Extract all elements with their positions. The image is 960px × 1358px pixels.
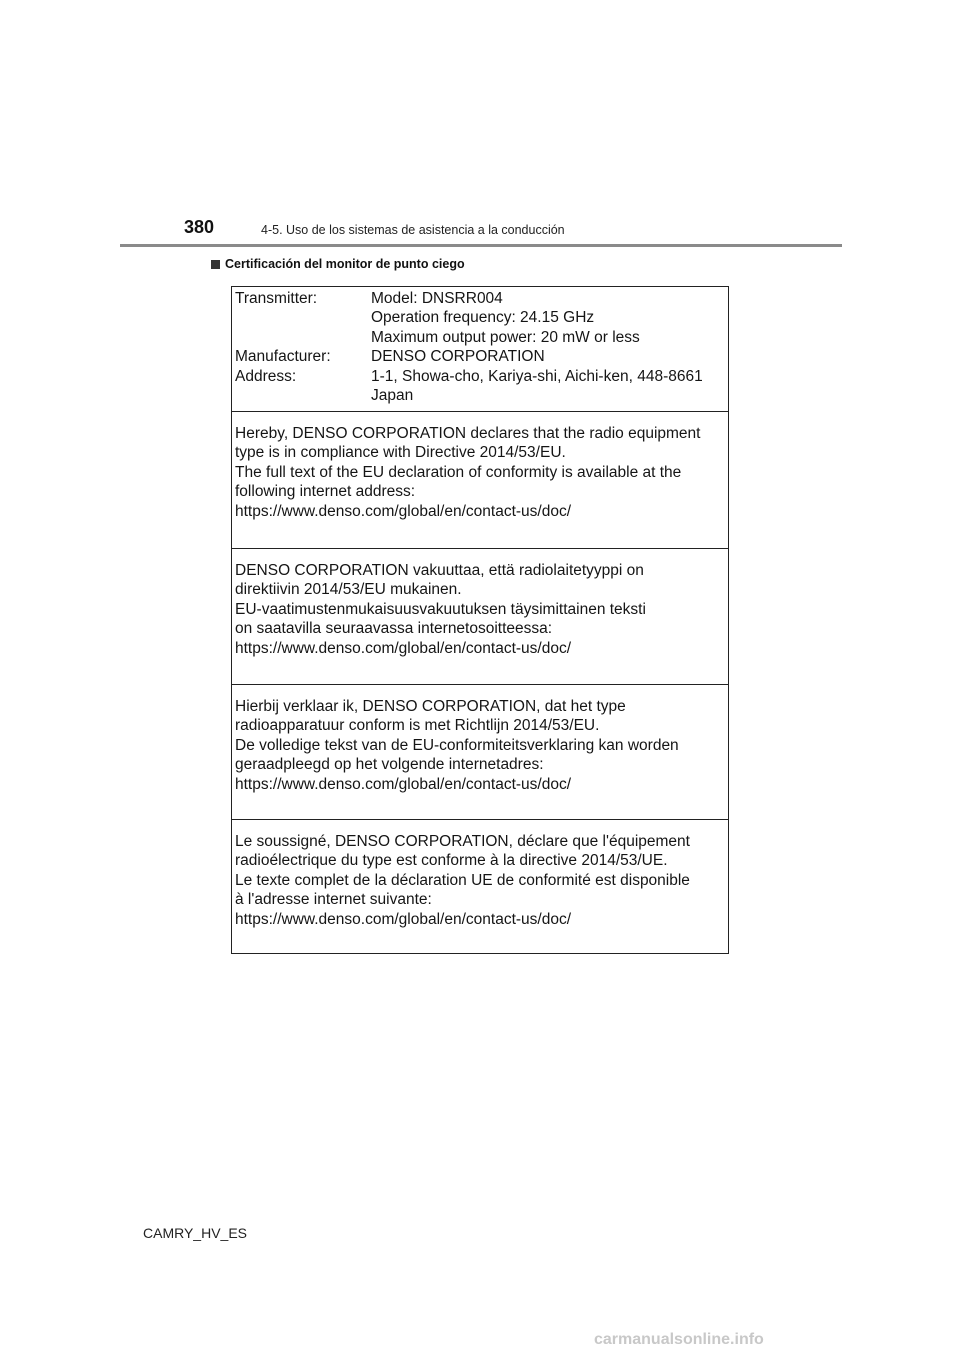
transmitter-row (235, 308, 725, 327)
chapter-title: 4-5. Uso de los sistemas de asistencia a la conducción (261, 223, 565, 237)
address-line: 1-1, Showa-cho, Kariya-shi, Aichi-ken, 448-8661 (371, 367, 703, 385)
page-number: 380 (184, 217, 215, 237)
manual-code: CAMRY_HV_ES (143, 1225, 248, 1241)
manufacturer-label: Manufacturer: (235, 348, 331, 366)
declaration-url: https://www.denso.com/global/en/contact-us/doc/ (235, 502, 572, 520)
declaration-french (232, 820, 728, 953)
declaration-url: https://www.denso.com/global/en/contact-us/doc/ (235, 910, 572, 928)
declaration-line: radioélectrique du type est conforme à la directive 2014/53/UE. (235, 852, 668, 870)
section-heading-text: Certificación del monitor de punto ciego (225, 257, 465, 271)
declaration-text (232, 685, 728, 794)
declaration-line: type is in compliance with Directive 2014/53/EU. (235, 444, 566, 462)
declaration-line: De volledige tekst van de EU-conformiteitsverklaring kan worden (235, 736, 679, 754)
address-line: Japan (371, 387, 414, 405)
certificate-box (231, 286, 729, 954)
declaration-line: radioapparatuur conform is met Richtlijn 2014/53/EU. (235, 717, 600, 735)
declaration-line: à l'adresse internet suivante: (235, 891, 432, 909)
declaration-line: DENSO CORPORATION vakuuttaa, että radiolaitetyyppi on (235, 562, 644, 579)
address-row (235, 386, 725, 405)
header-rule (120, 244, 842, 247)
transmitter-label: Transmitter: (235, 290, 318, 307)
declaration-line: The full text of the EU declaration of conformity is available at the (235, 463, 682, 481)
declaration-english (232, 412, 728, 549)
declaration-line: on saatavilla seuraavassa internetosoitteessa: (235, 620, 553, 638)
manufacturer-value: DENSO CORPORATION (371, 348, 545, 366)
transmitter-frequency: Operation frequency: 24.15 GHz (371, 309, 595, 327)
declaration-line: EU-vaatimustenmukaisuusvakuutuksen täysimittainen teksti (235, 600, 646, 618)
declaration-line: Le texte complet de la déclaration UE de conformité est disponible (235, 871, 690, 889)
declaration-text (232, 412, 728, 521)
declaration-line: geraadpleegd op het volgende internetadres: (235, 756, 544, 774)
declaration-line: Hereby, DENSO CORPORATION declares that the radio equipment (235, 425, 701, 442)
transmitter-row (235, 328, 725, 347)
transmitter-model: Model: DNSRR004 (371, 290, 503, 307)
declaration-text (232, 820, 728, 929)
watermark: carmanualsonline.info (594, 1331, 764, 1348)
declaration-finnish (232, 549, 728, 685)
declaration-line: direktiivin 2014/53/EU mukainen. (235, 581, 462, 599)
transmitter-row (235, 289, 725, 308)
transmitter-power: Maximum output power: 20 mW or less (371, 328, 640, 346)
manufacturer-row (235, 347, 725, 366)
section-heading (211, 256, 465, 272)
declaration-line: Hierbij verklaar ik, DENSO CORPORATION, dat het type (235, 698, 626, 715)
declaration-line: Le soussigné, DENSO CORPORATION, déclare que l'équipement (235, 833, 690, 850)
address-row (235, 367, 725, 386)
declaration-url: https://www.denso.com/global/en/contact-us/doc/ (235, 639, 572, 657)
declaration-dutch (232, 685, 728, 820)
device-info-section (232, 287, 728, 412)
declaration-text (232, 549, 728, 658)
declaration-line: following internet address: (235, 483, 416, 501)
declaration-url: https://www.denso.com/global/en/contact-us/doc/ (235, 775, 572, 793)
address-label: Address: (235, 367, 297, 385)
filled-square-icon (211, 260, 220, 269)
device-info-block (232, 287, 728, 405)
